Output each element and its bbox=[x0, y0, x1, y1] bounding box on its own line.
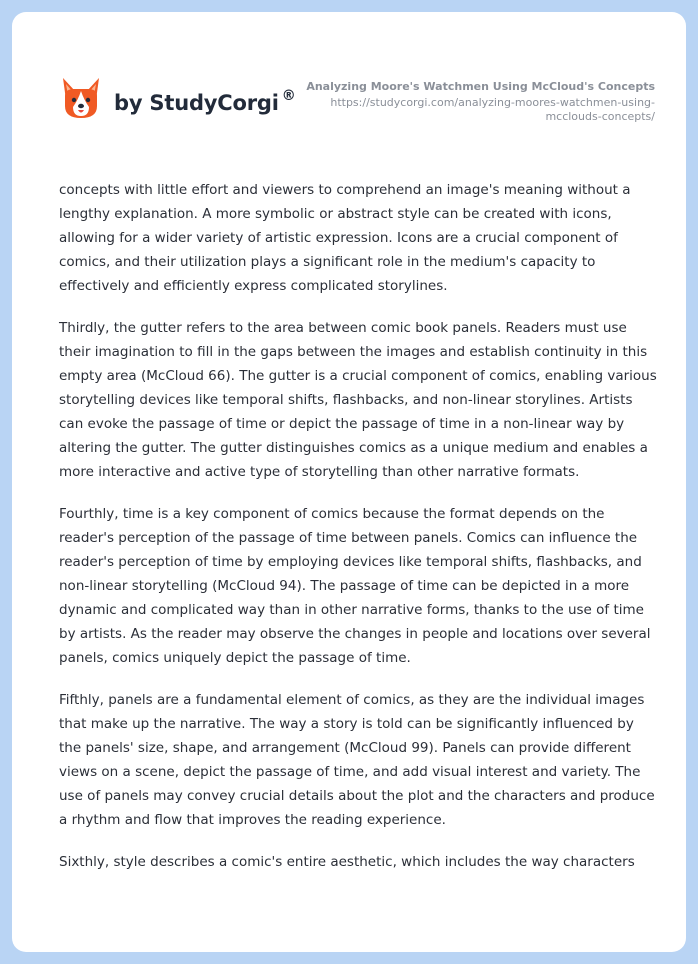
paragraph: concepts with little effort and viewers to comprehend an image's meaning without a lengthy explanation. A more symbolic or abstract style can be created with icons, allowing for a wider variety of artistic expression. Icons are a crucial component of comics, and their utilization plays a significant role in the medium's capacity to effectively and efficiently express complicated storylines. bbox=[59, 182, 631, 294]
document-page bbox=[12, 12, 686, 952]
document-title: Analyzing Moore's Watchmen Using McCloud's Concepts bbox=[306, 80, 655, 93]
document-url[interactable]: https://studycorgi.com/analyzing-moores-watchmen-using-mcclouds-concepts/ bbox=[330, 96, 655, 123]
paragraph: Fifthly, panels are a fundamental element of comics, as they are the individual images that make up the narrative. The way a story is told can be significantly influenced by the panels' size, shape, and arrangement (McCloud 99). Panels can provide different views on a scene, depict the passage of time, and add visual interest and variety. The use of panels may convey crucial details about the plot and the characters and produce a rhythm and flow that improves the reading experience. bbox=[59, 692, 655, 828]
paragraph: Sixthly, style describes a comic's entire aesthetic, which includes the way characters bbox=[59, 854, 635, 870]
corgi-logo-icon bbox=[60, 76, 102, 122]
document-body bbox=[59, 178, 659, 892]
registered-mark: ® bbox=[281, 88, 296, 104]
brand-name: by StudyCorgi ® bbox=[114, 88, 296, 115]
document-meta bbox=[295, 80, 655, 124]
paragraph: Thirdly, the gutter refers to the area between comic book panels. Readers must use their imagination to fill in the gaps between the images and establish continuity in this empty area (McCloud 66). The gutter is a crucial component of comics, enabling various storytelling devices like temporal shifts, flashbacks, and non-linear storylines. Artists can evoke the passage of time or depict the passage of time in a non-linear way by altering the gutter. The gutter distinguishes comics as a unique medium and enables a more interactive and active type of storytelling than other narrative formats. bbox=[59, 320, 657, 480]
studycorgi-logo[interactable] bbox=[60, 76, 296, 122]
paragraph: Fourthly, time is a key component of comics because the format depends on the reader's perception of the passage of time between panels. Comics can influence the reader's perception of time by employing devices like temporal shifts, flashbacks, and non-linear storytelling (McCloud 94). The passage of time can be depicted in a more dynamic and complicated way than in other narrative forms, thanks to the use of time by artists. As the reader may observe the changes in people and locations over several panels, comics uniquely depict the passage of time. bbox=[59, 506, 651, 666]
